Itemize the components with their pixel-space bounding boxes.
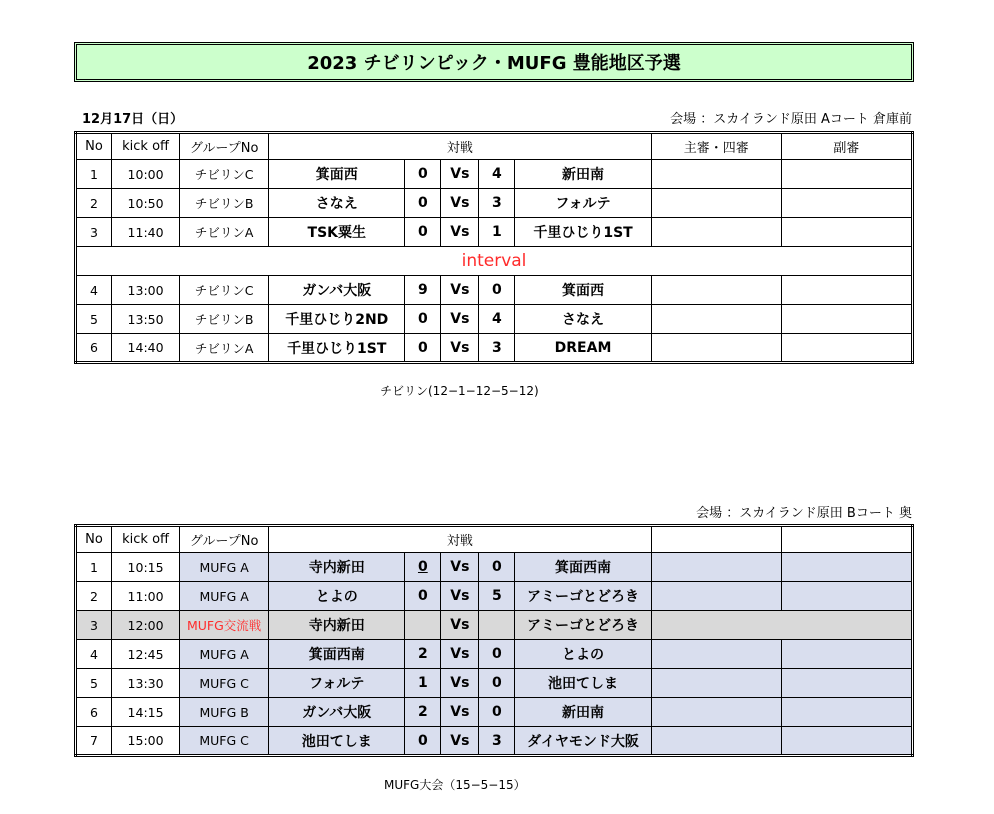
- group-name: チビリンB: [180, 305, 269, 334]
- away-team: 千里ひじり1ST: [515, 218, 651, 247]
- vs-label: Vs: [441, 276, 479, 305]
- referee-cell: [651, 218, 781, 247]
- away-team: 新田南: [515, 698, 651, 727]
- sub-referee-cell: [781, 276, 912, 305]
- home-score: [405, 611, 441, 640]
- match-no: 2: [76, 582, 112, 611]
- referee-cell: [651, 160, 781, 189]
- away-score: 3: [479, 727, 515, 756]
- table-row: [76, 698, 913, 727]
- table-row: [76, 218, 913, 247]
- table-header-row: [76, 133, 913, 160]
- vs-label: Vs: [441, 669, 479, 698]
- table-row: [76, 160, 913, 189]
- group-name: チビリンC: [180, 276, 269, 305]
- group-name: MUFG C: [180, 727, 269, 756]
- table-header-row: [76, 526, 913, 553]
- kickoff-time: 14:15: [112, 698, 180, 727]
- header-match: 対戦: [269, 526, 651, 553]
- kickoff-time: 10:50: [112, 189, 180, 218]
- header-kickoff: kick off: [112, 133, 180, 160]
- match-no: 4: [76, 640, 112, 669]
- referee-cell: [651, 553, 781, 582]
- group-name: チビリンB: [180, 189, 269, 218]
- group-name: チビリンA: [180, 218, 269, 247]
- sub-referee-cell: [781, 553, 912, 582]
- referee-cell: [651, 727, 781, 756]
- away-team: とよの: [515, 640, 651, 669]
- group-name: MUFG B: [180, 698, 269, 727]
- away-score: 4: [479, 305, 515, 334]
- kickoff-time: 12:45: [112, 640, 180, 669]
- header-group: グループNo: [180, 133, 269, 160]
- home-score: 0: [405, 305, 441, 334]
- kickoff-time: 10:15: [112, 553, 180, 582]
- sub-referee-cell: [781, 698, 912, 727]
- sub-referee-cell: [781, 305, 912, 334]
- sub-referee-cell: [781, 669, 912, 698]
- header-referee: 主審・四審: [651, 133, 781, 160]
- away-score: 0: [479, 698, 515, 727]
- kickoff-time: 11:40: [112, 218, 180, 247]
- home-team: フォルテ: [269, 669, 405, 698]
- header-match: 対戦: [269, 133, 651, 160]
- away-team: 新田南: [515, 160, 651, 189]
- sub-referee-cell: [781, 189, 912, 218]
- match-no: 7: [76, 727, 112, 756]
- match-date: 12月17日（日）: [82, 112, 184, 127]
- footnote-court-a: チビリン(12−1−12−5−12): [380, 384, 539, 398]
- kickoff-time: 13:50: [112, 305, 180, 334]
- away-score: 3: [479, 334, 515, 363]
- home-team: とよの: [269, 582, 405, 611]
- away-score: 0: [479, 553, 515, 582]
- away-score: 0: [479, 276, 515, 305]
- match-no: 5: [76, 305, 112, 334]
- table-row: [76, 582, 913, 611]
- group-name: チビリンA: [180, 334, 269, 363]
- header-no: No: [76, 133, 112, 160]
- away-score: 1: [479, 218, 515, 247]
- home-team: 千里ひじり1ST: [269, 334, 405, 363]
- table-row: [76, 305, 913, 334]
- sub-referee-cell: [781, 727, 912, 756]
- header-referee-blank: [651, 526, 781, 553]
- away-team: 箕面西南: [515, 553, 651, 582]
- home-score: 0: [405, 189, 441, 218]
- kickoff-time: 15:00: [112, 727, 180, 756]
- home-team: さなえ: [269, 189, 405, 218]
- group-name: MUFG A: [180, 640, 269, 669]
- venue-court-a: 会場 ：スカイランド原田 Aコート 倉庫前: [670, 112, 912, 127]
- schedule-table-court-b: [74, 524, 914, 757]
- home-score: 0: [405, 218, 441, 247]
- home-team: 箕面西南: [269, 640, 405, 669]
- home-team: ガンバ大阪: [269, 276, 405, 305]
- referee-cell: [651, 276, 781, 305]
- home-team: 箕面西: [269, 160, 405, 189]
- away-score: 5: [479, 582, 515, 611]
- page-title: 2023 チビリンピック・MUFG 豊能地区予選: [74, 42, 914, 82]
- kickoff-time: 10:00: [112, 160, 180, 189]
- venue-court-b: 会場 ：スカイランド原田 Bコート 奥: [696, 506, 912, 521]
- away-score: 3: [479, 189, 515, 218]
- match-no: 6: [76, 334, 112, 363]
- home-score: 2: [405, 698, 441, 727]
- referee-cell: [651, 189, 781, 218]
- group-name: MUFG C: [180, 669, 269, 698]
- referee-cell: [651, 582, 781, 611]
- away-team: 池田てしま: [515, 669, 651, 698]
- kickoff-time: 11:00: [112, 582, 180, 611]
- header-no: No: [76, 526, 112, 553]
- header-sub-referee: 副審: [781, 133, 912, 160]
- kickoff-time: 13:00: [112, 276, 180, 305]
- home-score: 0: [405, 334, 441, 363]
- vs-label: Vs: [441, 218, 479, 247]
- away-team: DREAM: [515, 334, 651, 363]
- vs-label: Vs: [441, 160, 479, 189]
- home-score: 0: [405, 160, 441, 189]
- away-score: 0: [479, 640, 515, 669]
- interval-label: interval: [76, 247, 913, 276]
- vs-label: Vs: [441, 727, 479, 756]
- match-no: 5: [76, 669, 112, 698]
- vs-label: Vs: [441, 189, 479, 218]
- table-row: [76, 276, 913, 305]
- header-sub-referee-blank: [781, 526, 912, 553]
- group-name: MUFG A: [180, 582, 269, 611]
- home-team: 千里ひじり2ND: [269, 305, 405, 334]
- referee-cell: [651, 305, 781, 334]
- home-score: 0: [405, 582, 441, 611]
- match-no: 3: [76, 218, 112, 247]
- group-name: MUFG A: [180, 553, 269, 582]
- away-team: さなえ: [515, 305, 651, 334]
- vs-label: Vs: [441, 698, 479, 727]
- vs-label: Vs: [441, 305, 479, 334]
- schedule-table-court-a: [74, 131, 914, 364]
- kickoff-time: 13:30: [112, 669, 180, 698]
- table-row: [76, 189, 913, 218]
- away-team: アミーゴとどろき: [515, 611, 651, 640]
- sub-referee-cell: [781, 334, 912, 363]
- match-no: 4: [76, 276, 112, 305]
- table-row: [76, 727, 913, 756]
- vs-label: Vs: [441, 553, 479, 582]
- home-score: 0: [405, 553, 441, 582]
- interval-row: [76, 247, 913, 276]
- kickoff-time: 14:40: [112, 334, 180, 363]
- away-score: 4: [479, 160, 515, 189]
- sub-referee-cell: [781, 640, 912, 669]
- away-team: フォルテ: [515, 189, 651, 218]
- home-team: 寺内新田: [269, 611, 405, 640]
- header-group: グループNo: [180, 526, 269, 553]
- match-no: 1: [76, 160, 112, 189]
- header-kickoff: kick off: [112, 526, 180, 553]
- sub-referee-cell: [781, 218, 912, 247]
- home-score: 1: [405, 669, 441, 698]
- table-row: [76, 334, 913, 363]
- sub-referee-cell: [781, 582, 912, 611]
- match-no: 6: [76, 698, 112, 727]
- referee-cell: [651, 669, 781, 698]
- match-no: 2: [76, 189, 112, 218]
- away-team: アミーゴとどろき: [515, 582, 651, 611]
- kickoff-time: 12:00: [112, 611, 180, 640]
- vs-label: Vs: [441, 640, 479, 669]
- away-team: 箕面西: [515, 276, 651, 305]
- vs-label: Vs: [441, 334, 479, 363]
- table-row: [76, 553, 913, 582]
- referee-cell: [651, 334, 781, 363]
- away-score: [479, 611, 515, 640]
- vs-label: Vs: [441, 582, 479, 611]
- match-no: 3: [76, 611, 112, 640]
- home-team: ガンバ大阪: [269, 698, 405, 727]
- home-team: 寺内新田: [269, 553, 405, 582]
- referee-cell: [651, 611, 912, 640]
- home-score: 2: [405, 640, 441, 669]
- footnote-court-b: MUFG大会（15−5−15）: [384, 778, 526, 792]
- home-team: 池田てしま: [269, 727, 405, 756]
- home-score: 9: [405, 276, 441, 305]
- group-name: MUFG交流戦: [180, 611, 269, 640]
- vs-label: Vs: [441, 611, 479, 640]
- away-team: ダイヤモンド大阪: [515, 727, 651, 756]
- referee-cell: [651, 698, 781, 727]
- sub-referee-cell: [781, 160, 912, 189]
- referee-cell: [651, 640, 781, 669]
- home-score: 0: [405, 727, 441, 756]
- match-no: 1: [76, 553, 112, 582]
- group-name: チビリンC: [180, 160, 269, 189]
- away-score: 0: [479, 669, 515, 698]
- table-row: [76, 640, 913, 669]
- table-row: [76, 669, 913, 698]
- table-row: [76, 611, 913, 640]
- home-team: TSK粟生: [269, 218, 405, 247]
